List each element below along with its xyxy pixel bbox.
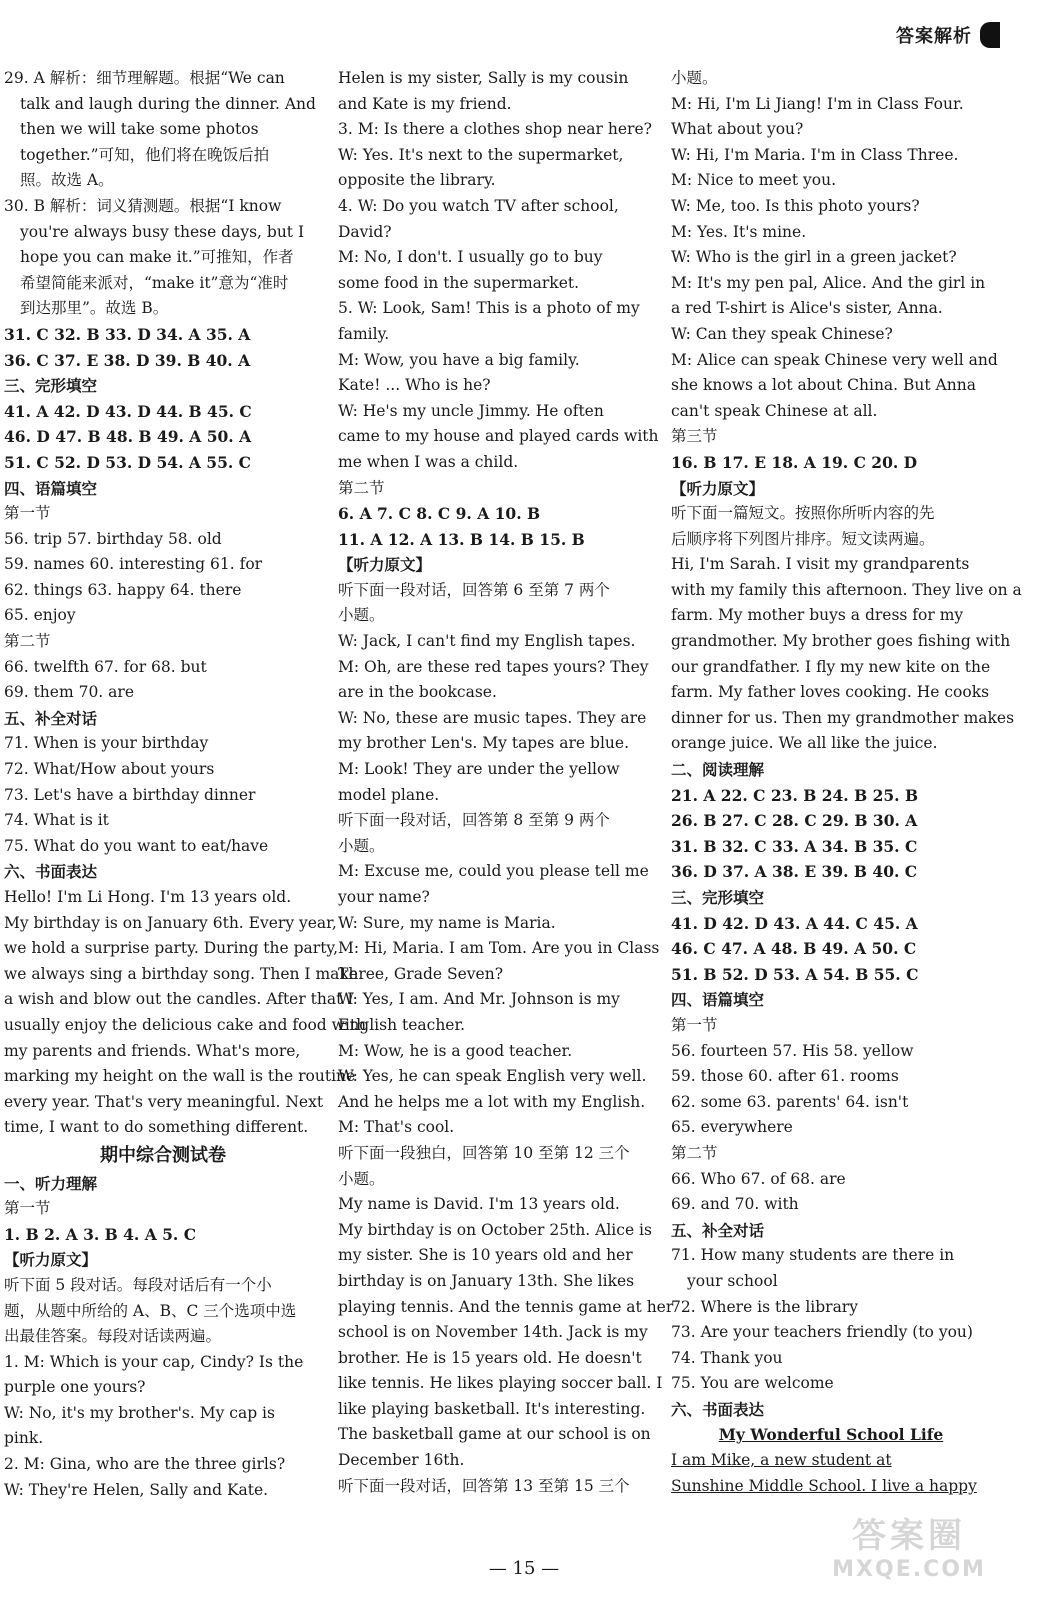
- answer-row: 46. C 47. A 48. B 49. A 50. C: [671, 939, 917, 959]
- text-line: 听下面一篇短文。按照你所听内容的先: [671, 504, 935, 523]
- dialogue-line: 4. W: Do you watch TV after school,: [338, 196, 619, 215]
- dialogue-line: M: Yes. It's mine.: [671, 222, 807, 241]
- passage-line: farm. My father loves cooking. He cooks: [671, 683, 990, 702]
- page-number: — 15 —: [488, 1558, 560, 1579]
- answer-row: 74. What is it: [4, 811, 109, 830]
- section-heading: 三、完形填空: [671, 888, 765, 907]
- dialogue-line: David?: [338, 222, 392, 241]
- watermark-text: 答案圈: [852, 1516, 966, 1556]
- dialogue-line: Three, Grade Seven?: [338, 964, 503, 983]
- dialogue-line: W: They're Helen, Sally and Kate.: [4, 1480, 269, 1499]
- answer-row: 21. A 22. C 23. B 24. B 25. B: [671, 785, 919, 805]
- text-line: 听下面一段对话，回答第 13 至第 15 三个: [338, 1476, 630, 1495]
- essay-title: My Wonderful School Life: [718, 1425, 944, 1445]
- section-heading: 六、书面表达: [671, 1399, 765, 1419]
- monologue-line: like tennis. He likes playing soccer ball. I: [338, 1374, 663, 1393]
- monologue-line: playing tennis. And the tennis game at her: [338, 1297, 674, 1316]
- dialogue-line: M: Hi, I'm Li Jiang! I'm in Class Four.: [671, 94, 964, 113]
- monologue-line: The basketball game at our school is on: [338, 1425, 651, 1444]
- answer-row: 59. names 60. interesting 61. for: [4, 555, 263, 574]
- essay-line: we hold a surprise party. During the party,: [4, 939, 339, 958]
- passage-line: grandmother. My brother goes fishing with: [671, 632, 1011, 651]
- subsection-heading: 第一节: [4, 504, 51, 523]
- text-line: talk and laugh during the dinner. And: [20, 94, 316, 113]
- dialogue-line: 1. M: Which is your cap, Cindy? Is the: [4, 1352, 304, 1371]
- dialogue-line: Kate! ... Who is he?: [338, 376, 491, 395]
- section-heading: 五、补全对话: [671, 1220, 765, 1240]
- text-line: together.”可知，他们将在晚饭后拍: [20, 145, 270, 164]
- dialogue-line: What about you?: [671, 120, 804, 139]
- dialogue-line: W: Who is the girl in a green jacket?: [671, 248, 957, 267]
- answer-row: 36. C 37. E 38. D 39. B 40. A: [4, 350, 251, 370]
- dialogue-line: M: Oh, are these red tapes yours? They: [338, 657, 649, 676]
- dialogue-line: purple one yours?: [4, 1378, 146, 1397]
- answer-row: 41. D 42. D 43. A 44. C 45. A: [671, 913, 918, 933]
- dialogue-line: M: Nice to meet you.: [671, 171, 837, 190]
- answer-row: 6. A 7. C 8. C 9. A 10. B: [338, 504, 541, 524]
- dialogue-line: M: No, I don't. I usually go to buy: [338, 248, 603, 267]
- text-line: 听下面一段对话，回答第 6 至第 7 两个: [338, 580, 610, 599]
- answer-row: 62. some 63. parents' 64. isn't: [671, 1092, 909, 1111]
- transcript-heading: 【听力原文】: [671, 478, 765, 498]
- dialogue-line: W: Me, too. Is this photo yours?: [671, 196, 920, 215]
- page-header: [896, 22, 1000, 48]
- essay-line: I am Mike, a new student at: [671, 1451, 892, 1470]
- dialogue-line: your name?: [338, 888, 430, 906]
- subsection-heading: 第一节: [671, 1015, 718, 1034]
- column-middle: [338, 66, 674, 1499]
- answer-row: 73. Let's have a birthday dinner: [4, 785, 256, 804]
- essay-line: usually enjoy the delicious cake and food with: [4, 1015, 367, 1034]
- dialogue-line: M: Wow, you have a big family.: [338, 350, 580, 369]
- answer-row: 65. everywhere: [671, 1118, 793, 1137]
- text-line: 小题。: [338, 1169, 385, 1188]
- dialogue-line: are in the bookcase.: [338, 683, 497, 702]
- answer-row: 74. Thank you: [671, 1348, 783, 1367]
- text-line: 听下面 5 段对话。每段对话后有一个小: [4, 1275, 272, 1294]
- text-line: 小题。: [338, 606, 385, 625]
- subsection-heading: 第三节: [671, 427, 718, 446]
- essay-line: marking my height on the wall is the routine: [4, 1067, 356, 1086]
- answer-row: 51. B 52. D 53. A 54. B 55. C: [671, 964, 919, 984]
- section-heading: 六、书面表达: [4, 862, 98, 882]
- watermark-url: MXQE.COM: [832, 1557, 986, 1582]
- transcript-heading: 【听力原文】: [4, 1250, 98, 1270]
- monologue-line: birthday is on January 13th. She likes: [338, 1271, 635, 1290]
- dialogue-line: M: Excuse me, could you please tell me: [338, 862, 649, 881]
- dialogue-line: 3. M: Is there a clothes shop near here?: [338, 120, 652, 139]
- text-line: 29. A 解析：细节理解题。根据“We can: [4, 69, 285, 87]
- dialogue-line: W: No, it's my brother's. My cap is: [4, 1403, 275, 1422]
- dialogue-line: model plane.: [338, 785, 440, 804]
- dialogue-line: W: Sure, my name is Maria.: [338, 913, 556, 932]
- text-line: you're always busy these days, but I: [20, 222, 305, 241]
- dialogue-line: And he helps me a lot with my English.: [338, 1092, 646, 1111]
- watermark-logo: [794, 1508, 1024, 1588]
- monologue-line: brother. He is 15 years old. He doesn't: [338, 1348, 642, 1367]
- section-heading: 三、完形填空: [4, 376, 98, 396]
- answer-row: 72. Where is the library: [671, 1297, 858, 1316]
- answer-row: 46. D 47. B 48. B 49. A 50. A: [4, 427, 252, 447]
- answer-row: 16. B 17. E 18. A 19. C 20. D: [671, 452, 918, 472]
- passage-line: orange juice. We all like the juice.: [671, 734, 938, 753]
- dialogue-line: W: Yes, he can speak English very well.: [338, 1067, 647, 1086]
- section-heading: 五、补全对话: [4, 708, 98, 728]
- dialogue-line: W: No, these are music tapes. They are: [338, 708, 647, 727]
- text-line: 30. B 解析：词义猜测题。根据“I know: [4, 196, 282, 215]
- answer-row: 71. How many students are there in: [671, 1246, 955, 1265]
- dialogue-line: M: Alice can speak Chinese very well and: [671, 350, 998, 369]
- dialogue-line: some food in the supermarket.: [338, 273, 580, 292]
- answer-row: 75. What do you want to eat/have: [4, 836, 269, 855]
- column-right: [671, 66, 1022, 1499]
- monologue-line: school is on November 14th. Jack is my: [338, 1323, 648, 1342]
- answer-row: 41. A 42. D 43. D 44. B 45. C: [4, 401, 252, 421]
- passage-line: farm. My mother buys a dress for my: [671, 606, 964, 625]
- dialogue-line: pink.: [4, 1429, 44, 1448]
- monologue-line: My birthday is on October 25th. Alice is: [338, 1220, 652, 1239]
- monologue-line: December 16th.: [338, 1451, 465, 1470]
- answer-row: 71. When is your birthday: [4, 734, 209, 753]
- monologue-line: like playing basketball. It's interesting.: [338, 1399, 646, 1418]
- answer-row: 36. D 37. A 38. E 39. B 40. C: [671, 862, 918, 882]
- essay-line: my parents and friends. What's more,: [4, 1041, 301, 1060]
- dialogue-line: M: Hi, Maria. I am Tom. Are you in Class: [338, 939, 660, 958]
- answer-row: 75. You are welcome: [671, 1374, 834, 1393]
- text-line: 出最佳答案。每段对话读两遍。: [4, 1327, 222, 1346]
- dialogue-line: W: He's my uncle Jimmy. He often: [338, 401, 604, 420]
- answer-row: 31. C 32. B 33. D 34. A 35. A: [4, 324, 251, 344]
- section-heading: 一、听力理解: [4, 1173, 98, 1193]
- section-heading: 二、阅读理解: [671, 760, 765, 780]
- text-line: 听下面一段独白，回答第 10 至第 12 三个: [338, 1143, 630, 1162]
- text-line: 希望简能来派对，“make it”意为“准时: [20, 273, 289, 292]
- header-title: 答案解析: [896, 26, 972, 47]
- dialogue-line: my brother Len's. My tapes are blue.: [338, 734, 629, 753]
- essay-line: Sunshine Middle School. I live a happy: [671, 1476, 977, 1495]
- exam-title: 期中综合测试卷: [100, 1144, 226, 1166]
- passage-line: with my family this afternoon. They live on a: [671, 580, 1022, 599]
- text-line: 到达那里”。故选 B。: [20, 299, 169, 318]
- essay-line: we always sing a birthday song. Then I make: [4, 964, 358, 983]
- dialogue-line: W: Yes. It's next to the supermarket,: [338, 145, 624, 164]
- answer-row: 11. A 12. A 13. B 14. B 15. B: [338, 529, 585, 549]
- text-line: hope you can make it.”可推知，作者: [20, 248, 294, 267]
- dialogue-line: a red T-shirt is Alice's sister, Anna.: [671, 299, 943, 318]
- answer-row: 56. fourteen 57. His 58. yellow: [671, 1041, 914, 1060]
- answer-row: 56. trip 57. birthday 58. old: [4, 529, 222, 548]
- answer-row: 69. them 70. are: [4, 683, 134, 702]
- answer-row: 26. B 27. C 28. C 29. B 30. A: [671, 811, 918, 831]
- dialogue-line: Helen is my sister, Sally is my cousin: [338, 69, 629, 87]
- dialogue-line: 2. M: Gina, who are the three girls?: [4, 1455, 286, 1474]
- answer-row: 69. and 70. with: [671, 1195, 799, 1214]
- passage-line: our grandfather. I fly my new kite on the: [671, 657, 991, 676]
- answer-row: 51. C 52. D 53. D 54. A 55. C: [4, 452, 251, 472]
- dialogue-line: me when I was a child.: [338, 452, 519, 471]
- essay-line: Hello! I'm Li Hong. I'm 13 years old.: [4, 888, 292, 906]
- essay-line: time, I want to do something different.: [4, 1118, 309, 1137]
- answer-row: 65. enjoy: [4, 606, 76, 625]
- dialogue-line: English teacher.: [338, 1015, 466, 1034]
- answer-row: your school: [687, 1271, 778, 1290]
- answer-row: 73. Are your teachers friendly (to you): [671, 1323, 973, 1342]
- dialogue-line: M: Wow, he is a good teacher.: [338, 1041, 573, 1060]
- dialogue-line: W: Can they speak Chinese?: [671, 324, 893, 343]
- text-line: 后顺序将下列图片排序。短文读两遍。: [671, 529, 935, 548]
- header-tab-mark: [980, 22, 1000, 48]
- text-line: 题，从题中所给的 A、B、C 三个选项中选: [4, 1301, 297, 1320]
- section-heading: 四、语篇填空: [4, 478, 98, 498]
- answer-row: 31. B 32. C 33. A 34. B 35. C: [671, 836, 918, 856]
- text-line: 听下面一段对话，回答第 8 至第 9 两个: [338, 811, 610, 830]
- transcript-heading: 【听力原文】: [338, 555, 432, 575]
- dialogue-line: and Kate is my friend.: [338, 94, 512, 113]
- monologue-line: My name is David. I'm 13 years old.: [338, 1195, 620, 1214]
- dialogue-line: 5. W: Look, Sam! This is a photo of my: [338, 299, 640, 318]
- dialogue-line: she knows a lot about China. But Anna: [671, 376, 976, 395]
- dialogue-line: W: Yes, I am. And Mr. Johnson is my: [338, 990, 620, 1009]
- answer-row: 66. Who 67. of 68. are: [671, 1169, 846, 1188]
- text-line: 小题。: [671, 69, 718, 87]
- text-line: 小题。: [338, 836, 385, 855]
- answer-row: 62. things 63. happy 64. there: [4, 580, 242, 599]
- dialogue-line: came to my house and played cards with: [338, 427, 659, 446]
- monologue-line: my sister. She is 10 years old and her: [338, 1246, 633, 1265]
- dialogue-line: can't speak Chinese at all.: [671, 401, 878, 420]
- subsection-heading: 第二节: [4, 632, 51, 651]
- essay-line: every year. That's very meaningful. Next: [4, 1092, 324, 1111]
- subsection-heading: 第二节: [671, 1143, 718, 1162]
- subsection-heading: 第二节: [338, 478, 385, 497]
- passage-line: Hi, I'm Sarah. I visit my grandparents: [671, 555, 970, 574]
- essay-line: My birthday is on January 6th. Every year,: [4, 913, 337, 932]
- text-line: 照。故选 A。: [20, 171, 114, 190]
- dialogue-line: family.: [338, 324, 390, 343]
- essay-line: a wish and blow out the candles. After that I: [4, 990, 354, 1009]
- answer-row: 59. those 60. after 61. rooms: [671, 1067, 899, 1086]
- passage-line: dinner for us. Then my grandmother makes: [671, 708, 1015, 727]
- answer-row: 1. B 2. A 3. B 4. A 5. C: [4, 1224, 197, 1244]
- dialogue-line: M: That's cool.: [338, 1118, 455, 1137]
- dialogue-line: M: Look! They are under the yellow: [338, 760, 620, 779]
- text-line: then we will take some photos: [20, 120, 259, 139]
- dialogue-line: W: Jack, I can't find my English tapes.: [338, 632, 636, 651]
- subsection-heading: 第一节: [4, 1199, 51, 1218]
- answer-row: 66. twelfth 67. for 68. but: [4, 657, 207, 676]
- dialogue-line: M: It's my pen pal, Alice. And the girl in: [671, 273, 986, 292]
- answer-row: 72. What/How about yours: [4, 760, 215, 779]
- dialogue-line: W: Hi, I'm Maria. I'm in Class Three.: [671, 145, 959, 164]
- section-heading: 四、语篇填空: [671, 990, 765, 1010]
- dialogue-line: opposite the library.: [338, 171, 496, 190]
